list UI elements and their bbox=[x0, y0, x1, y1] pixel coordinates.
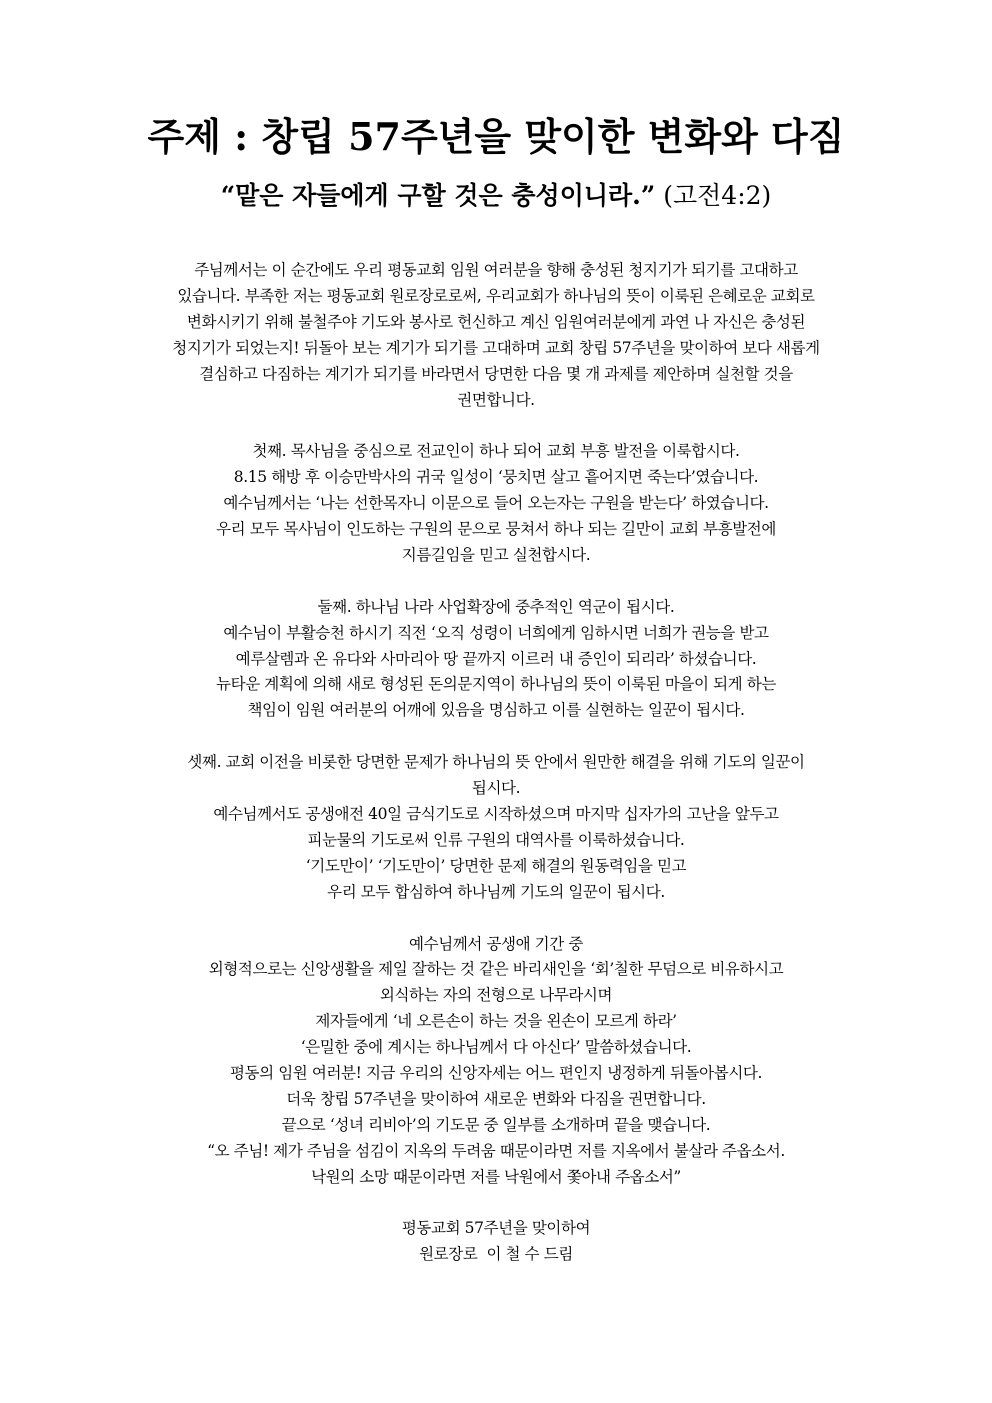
second-point-paragraph bbox=[60, 595, 932, 725]
text-line: 평동의 임원 여러분! 지금 우리의 신앙자세는 어느 편인지 냉정하게 뒤돌아봅시다. bbox=[229, 1064, 762, 1083]
text-line: 청지기가 되었는지! 뒤돌아 보는 계기가 되기를 고대하며 교회 창립 57주년을 맞이하여 보다 새롭게 bbox=[172, 338, 820, 357]
third-point-paragraph bbox=[60, 750, 932, 905]
scripture-subtitle bbox=[0, 178, 992, 214]
text-line: 예수님께서 공생애 기간 중 bbox=[409, 934, 583, 953]
signature-occasion: 평동교회 57주년을 맞이하여 bbox=[401, 1219, 591, 1238]
text-line: 지름길임을 믿고 실천합시다. bbox=[401, 545, 591, 564]
text-line: 끝으로 ‘성녀 리비아’의 기도문 중 일부를 소개하며 끝을 맺습니다. bbox=[281, 1115, 711, 1134]
text-line: 외식하는 자의 전형으로 나무라시며 bbox=[379, 986, 613, 1005]
text-line: 예수님께서는 ‘나는 선한목자니 이문으로 들어 오는자는 구원을 받는다’ 하였습니다. bbox=[223, 494, 769, 513]
document-title: 주제 : 창립 57주년을 맞이한 변화와 다짐 bbox=[147, 114, 845, 159]
text-line: ‘기도만이’ ‘기도만이’ 당면한 문제 해결의 원동력임을 믿고 bbox=[305, 856, 687, 875]
letter-body bbox=[60, 258, 932, 1294]
text-line: 우리 모두 목사님이 인도하는 구원의 문으로 뭉쳐서 하나 되는 길만이 교회 부흥발전에 bbox=[216, 520, 776, 539]
text-line: 결심하고 다짐하는 계기가 되기를 바라면서 당면한 다음 몇 개 과제를 제안하며 실천할 것을 bbox=[199, 364, 793, 383]
text-line: 낙원의 소망 때문이라면 저를 낙원에서 쫓아내 주옵소서” bbox=[311, 1167, 681, 1186]
text-line: 외형적으로는 신앙생활을 제일 잘하는 것 같은 바리새인을 ‘회’칠한 무덤으로 비유하시고 bbox=[208, 960, 784, 979]
scripture-quote: “맡은 자들에게 구할 것은 충성이니라.” bbox=[220, 181, 656, 210]
text-line: 더욱 창립 57주년을 맞이하여 새로운 변화와 다짐을 권면합니다. bbox=[286, 1089, 706, 1108]
text-line: 됩시다. bbox=[471, 779, 521, 798]
text-line: ‘은밀한 중에 계시는 하나님께서 다 아신다’ 말씀하셨습니다. bbox=[300, 1038, 692, 1057]
text-line: “오 주님! 제가 주님을 섬김이 지옥의 두려움 때문이라면 저를 지옥에서 불살라 주옵소서. bbox=[207, 1141, 785, 1160]
signature-block bbox=[60, 1216, 932, 1268]
text-line: 예수님께서도 공생애전 40일 금식기도로 시작하셨으며 마지막 십자가의 고난을 앞두고 bbox=[213, 804, 779, 823]
intro-paragraph bbox=[60, 258, 932, 413]
text-line: 첫째. 목사님을 중심으로 전교인이 하나 되어 교회 부흥 발전을 이룩합시다. bbox=[252, 442, 740, 461]
text-line: 뉴타운 계획에 의해 새로 형성된 돈의문지역이 하나님의 뜻이 이룩된 마을이 되게 하는 bbox=[216, 675, 776, 694]
signature-author: 원로장로 이 철 수 드림 bbox=[419, 1245, 573, 1264]
text-line: 예루살렘과 온 유다와 사마리아 땅 끝까지 이르러 내 증인이 되리라’ 하셨습니다. bbox=[235, 649, 757, 668]
text-line: 책임이 임원 여러분의 어깨에 있음을 명심하고 이를 실현하는 일꾼이 됩시다. bbox=[247, 701, 745, 720]
text-line: 셋째. 교회 이전을 비롯한 당면한 문제가 하나님의 뜻 안에서 원만한 해결을 위해 기도의 일꾼이 bbox=[187, 753, 805, 772]
text-line: 권면합니다. bbox=[457, 390, 535, 409]
text-line: 우리 모두 합심하여 하나님께 기도의 일꾼이 됩시다. bbox=[327, 882, 665, 901]
text-line: 피눈물의 기도로써 인류 구원의 대역사를 이룩하셨습니다. bbox=[307, 830, 685, 849]
first-point-paragraph bbox=[60, 439, 932, 569]
text-line: 있습니다. 부족한 저는 평동교회 원로장로로써, 우리교회가 하나님의 뜻이 이룩된 은혜로운 교회로 bbox=[177, 286, 815, 305]
text-line: 예수님이 부활승천 하시기 직전 ‘오직 성령이 너희에게 임하시면 너희가 권능을 받고 bbox=[223, 623, 769, 642]
text-line: 8.15 해방 후 이승만박사의 귀국 일성이 ‘뭉치면 살고 흩어지면 죽는다’였습니다. bbox=[233, 468, 759, 487]
text-line: 제자들에게 ‘네 오른손이 하는 것을 왼손이 모르게 하라’ bbox=[315, 1012, 677, 1031]
closing-paragraph bbox=[60, 932, 932, 1191]
scripture-reference: (고전4:2) bbox=[663, 181, 772, 210]
text-line: 변화시키기 위해 불철주야 기도와 봉사로 헌신하고 계신 임원여러분에게 과연 나 자신은 충성된 bbox=[186, 312, 806, 331]
text-line: 둘째. 하나님 나라 사업확장에 중추적인 역군이 됩시다. bbox=[317, 597, 675, 616]
text-line: 주님께서는 이 순간에도 우리 평동교회 임원 여러분을 향해 충성된 청지기가 되기를 고대하고 bbox=[194, 261, 798, 279]
